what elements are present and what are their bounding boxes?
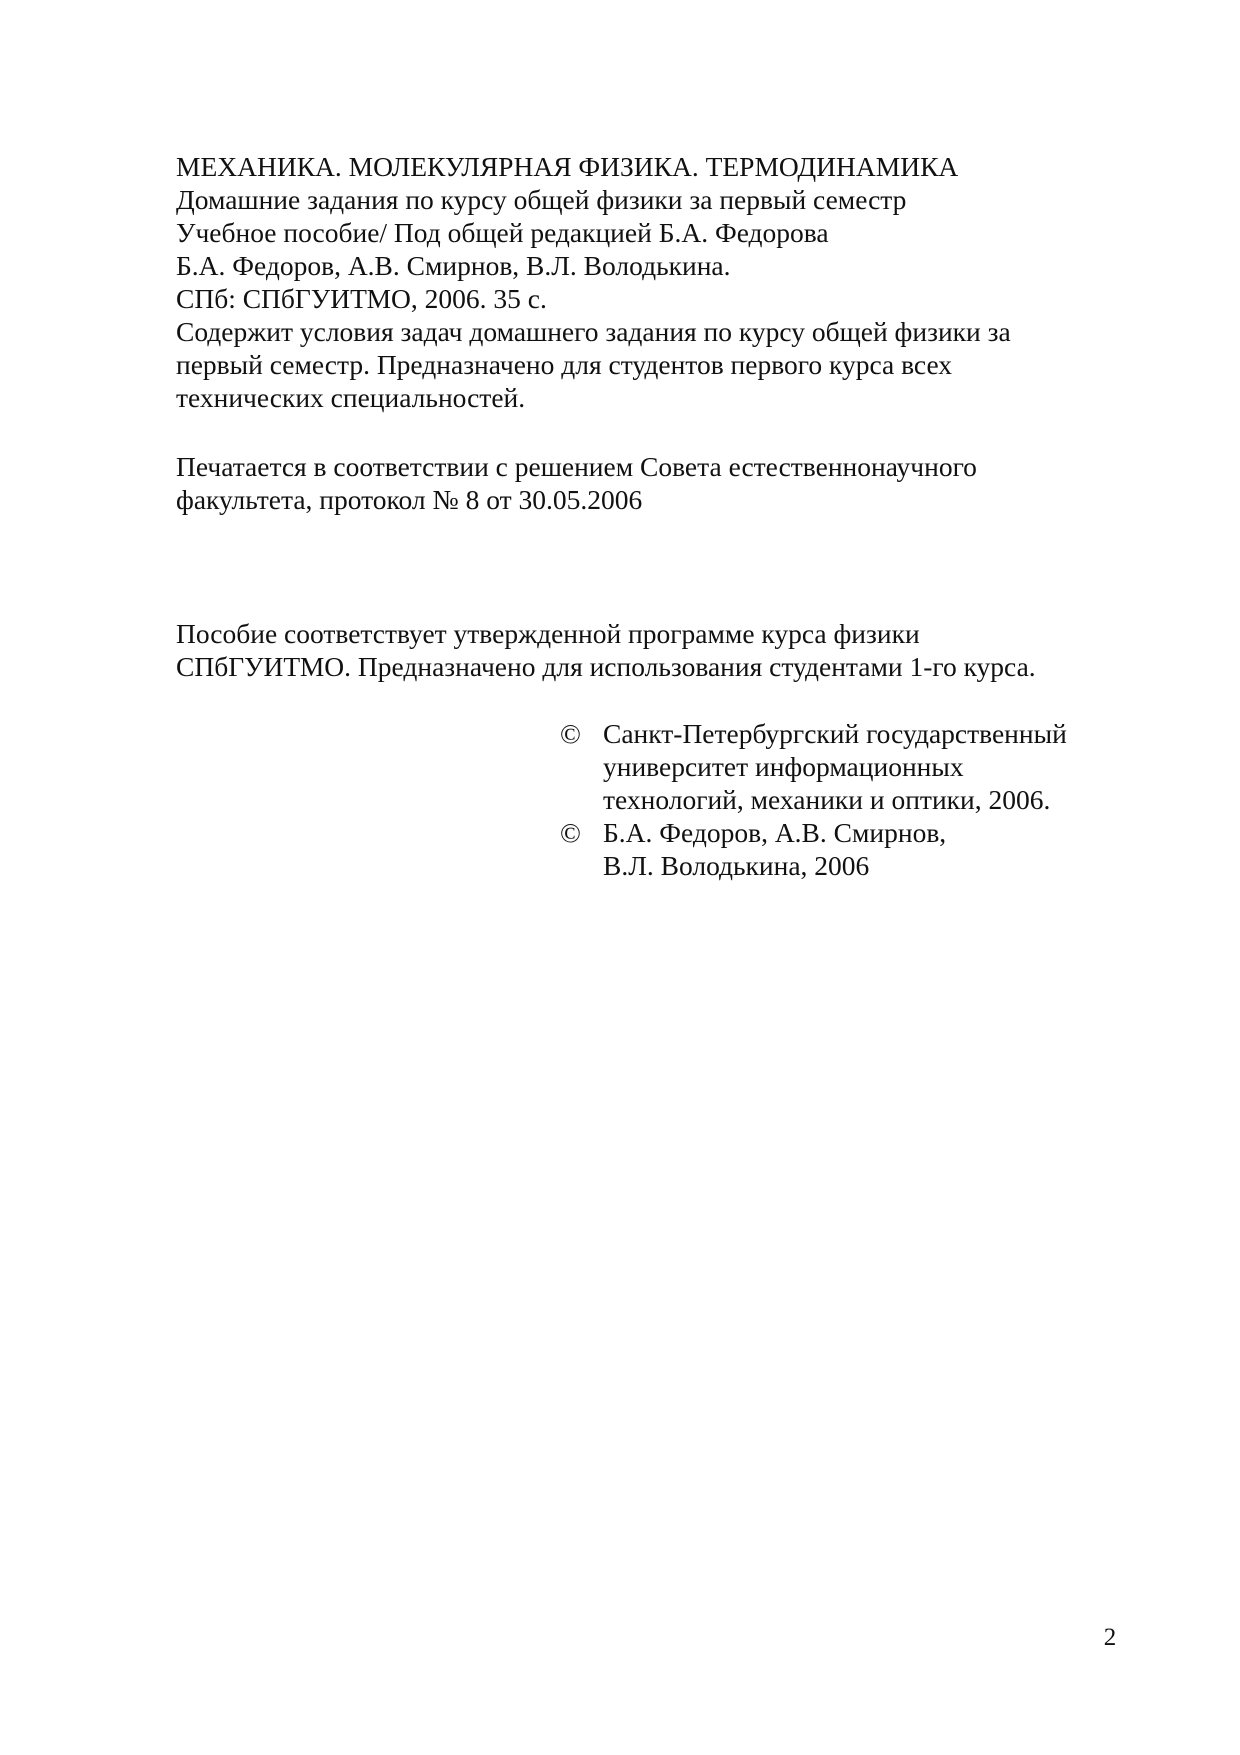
program-line: Пособие соответствует утвержденной программе курса физики — [176, 618, 920, 649]
book-authors: Б.А. Федоров, А.В. Смирнов, В.Л. Володькина. — [176, 250, 731, 281]
copyright-line: Б.А. Федоров, А.В. Смирнов, — [603, 817, 947, 848]
approval-note — [176, 450, 1136, 516]
copyright-icon: © — [560, 817, 581, 848]
book-abstract-line: первый семестр. Предназначено для студентов первого курса всех — [176, 349, 953, 380]
copyright-line: Санкт-Петербургский государственный — [603, 718, 1067, 749]
book-abstract-line: Содержит условия задач домашнего задания по курсу общей физики за — [176, 316, 1011, 347]
copyright-text — [603, 717, 1067, 816]
approval-line: факультета, протокол № 8 от 30.05.2006 — [176, 484, 643, 515]
book-abstract-line: технических специальностей. — [176, 382, 526, 413]
program-line: СПбГУИТМО. Предназначено для использования студентами 1-го курса. — [176, 651, 1036, 682]
copyright-line: университет информационных — [603, 751, 964, 782]
book-title: МЕХАНИКА. МОЛЕКУЛЯРНАЯ ФИЗИКА. ТЕРМОДИНАМИКА — [176, 151, 959, 182]
book-publisher: СПб: СПбГУИТМО, 2006. 35 с. — [176, 283, 547, 314]
book-subtitle: Домашние задания по курсу общей физики за первый семестр — [176, 184, 907, 215]
copyright-line: технологий, механики и оптики, 2006. — [603, 784, 1051, 815]
page-number: 2 — [1103, 1624, 1117, 1651]
copyright-line: В.Л. Володькина, 2006 — [603, 850, 870, 881]
approval-line: Печатается в соответствии с решением Совета естественнонаучного — [176, 451, 977, 482]
bibliographic-block — [176, 150, 1136, 414]
copyright-text — [603, 816, 946, 882]
book-type-editor: Учебное пособие/ Под общей редакцией Б.А. Федорова — [176, 217, 829, 248]
copyright-icon: © — [560, 718, 581, 749]
program-note — [176, 617, 1136, 683]
